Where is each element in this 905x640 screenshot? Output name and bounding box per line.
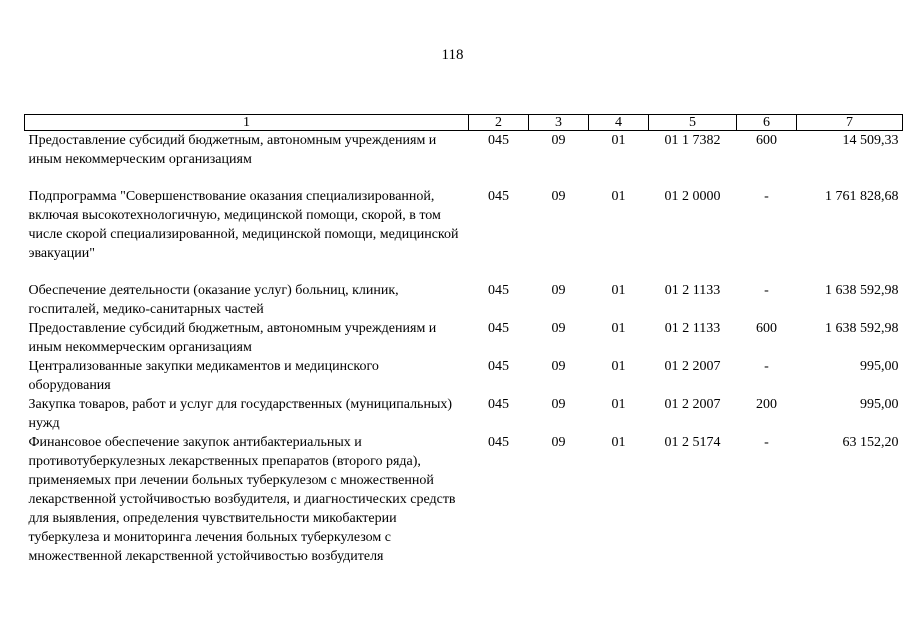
row-ministry-code: 045 [488,397,509,412]
row-section-code: 09 [551,321,566,336]
table-row [25,263,903,319]
row-amount: 1 638 592,98 [825,283,899,298]
page-number: 118 [441,47,464,63]
row-ministry-code: 045 [488,189,509,204]
row-section-code: 09 [551,397,566,412]
row-section-code: 09 [551,133,566,148]
row-section-code: 09 [551,283,566,298]
row-target-article: 01 2 1133 [664,283,721,298]
header-cell: 2 [469,115,529,131]
header-cell: 5 [649,115,737,131]
table-row [25,169,903,263]
table-row [25,131,903,170]
table-row [25,433,903,566]
row-subsection-code: 01 [611,359,626,374]
row-name: Финансовое обеспечение закупок антибактериальных и противотуберкулезных лекарственных препаратов (второго ряда), применяемых при лечении больных туберкулезом с множественной лекарственной устойчивостью возбудителя, и диагностических средств для выявления, определения чувствительности микобактерии туберкулеза и мониторинга лечения больных туберкулезом с множественной лекарственной устойчивостью возбудителя [28,435,456,564]
row-amount: 995,00 [860,359,899,374]
row-amount: 14 509,33 [842,133,899,148]
row-expense-type: - [764,189,769,204]
row-section-code: 09 [551,435,566,450]
header-cell: 6 [737,115,797,131]
row-amount: 995,00 [860,397,899,412]
row-target-article: 01 2 2007 [664,397,721,412]
table-row [25,319,903,357]
row-target-article: 01 2 5174 [664,435,721,450]
row-name: Предоставление субсидий бюджетным, автономным учреждениям и иным некоммерческим организациям [28,133,437,167]
header-cell: 1 [25,115,469,131]
row-subsection-code: 01 [611,435,626,450]
row-expense-type: - [764,359,769,374]
row-subsection-code: 01 [611,189,626,204]
row-ministry-code: 045 [488,435,509,450]
row-expense-type: 600 [756,321,777,336]
row-subsection-code: 01 [611,283,626,298]
row-section-code: 09 [551,189,566,204]
row-expense-type: 200 [756,397,777,412]
row-name: Централизованные закупки медикаментов и медицинского оборудования [28,359,379,393]
row-ministry-code: 045 [488,133,509,148]
row-subsection-code: 01 [611,321,626,336]
row-amount: 1 638 592,98 [825,321,899,336]
row-subsection-code: 01 [611,397,626,412]
header-cell: 7 [797,115,903,131]
row-target-article: 01 1 7382 [664,133,721,148]
row-subsection-code: 01 [611,133,626,148]
row-ministry-code: 045 [488,321,509,336]
row-amount: 63 152,20 [842,435,899,450]
row-section-code: 09 [551,359,566,374]
table-row [25,395,903,433]
row-target-article: 01 2 2007 [664,359,721,374]
row-name: Подпрограмма "Совершенствование оказания специализированной, включая высокотехнологичную, медицинской помощи, скорой, в том числе скорой специализированной, медицинской помощи, медицинской эвакуации" [28,189,459,261]
row-name: Закупка товаров, работ и услуг для государственных (муниципальных) нужд [28,397,453,431]
table-row [25,357,903,395]
header-cell: 4 [589,115,649,131]
row-expense-type: - [764,435,769,450]
row-expense-type: - [764,283,769,298]
row-target-article: 01 2 0000 [664,189,721,204]
budget-table [24,114,903,566]
row-expense-type: 600 [756,133,777,148]
row-ministry-code: 045 [488,283,509,298]
row-name: Предоставление субсидий бюджетным, автономным учреждениям и иным некоммерческим организациям [28,321,437,355]
header-row [25,115,903,131]
row-name: Обеспечение деятельности (оказание услуг) больниц, клиник, госпиталей, медико-санитарных частей [28,283,399,317]
row-amount: 1 761 828,68 [825,189,899,204]
header-cell: 3 [529,115,589,131]
row-target-article: 01 2 1133 [664,321,721,336]
row-ministry-code: 045 [488,359,509,374]
